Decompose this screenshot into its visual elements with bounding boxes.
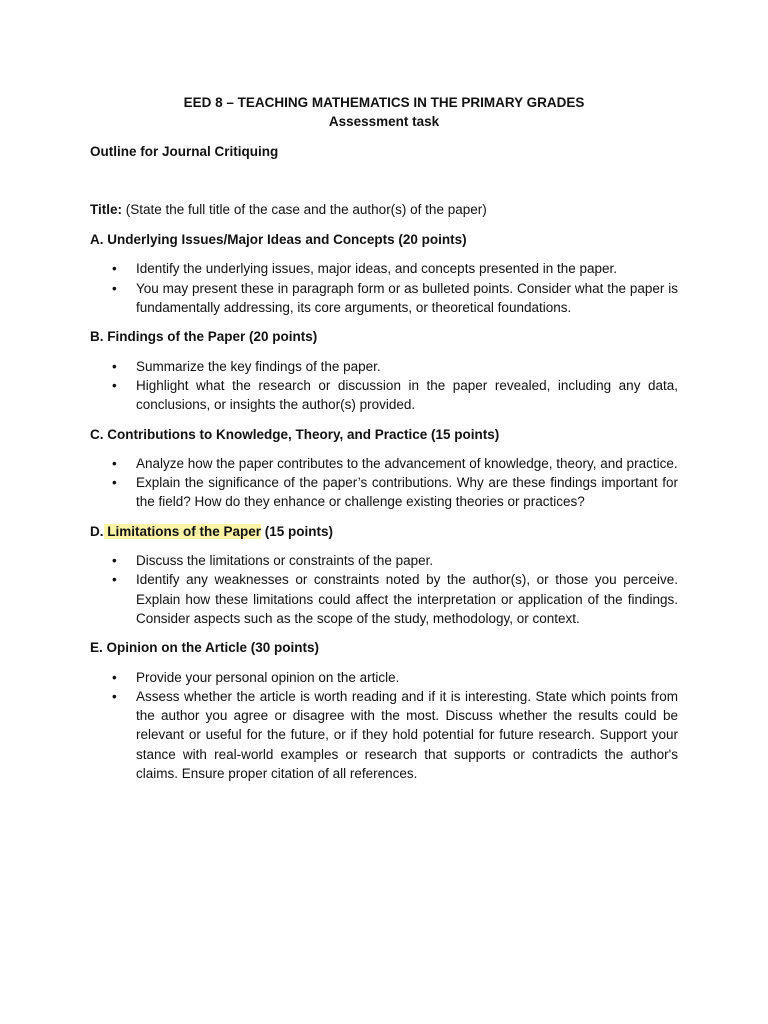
list-item: • You may present these in paragraph form or as bulleted points. Consider what the paper is fundamentally addressing, its core arguments, or theoretical foundations.: [112, 280, 678, 316]
section-a-heading: A. Underlying Issues/Major Ideas and Concepts (20 points): [90, 232, 467, 248]
bullet-icon: •: [112, 475, 117, 491]
section-b-heading: B. Findings of the Paper (20 points): [90, 329, 318, 345]
list-item: • Provide your personal opinion on the article.: [90, 668, 678, 687]
list-item: • Summarize the key findings of the paper.: [90, 357, 678, 376]
bullet-icon: •: [112, 280, 117, 296]
course-title: EED 8 – TEACHING MATHEMATICS IN THE PRIMARY GRADES: [183, 95, 585, 110]
bullet-icon: •: [112, 669, 117, 685]
section-d-prefix: D.: [90, 523, 104, 539]
section-c-bullets: [90, 454, 678, 512]
title-field: [90, 200, 678, 219]
section-e-heading: E. Opinion on the Article (30 points): [90, 640, 320, 656]
outline-title: Outline for Journal Critiquing: [90, 143, 279, 159]
assessment-subtitle: Assessment task: [328, 114, 440, 130]
bullet-icon: •: [112, 553, 117, 569]
list-item: • Highlight what the research or discussion in the paper revealed, including any data, conclusions, or insights the author(s) provided.: [112, 377, 678, 413]
list-item: • Identify the underlying issues, major ideas, and concepts presented in the paper.: [90, 259, 678, 278]
section-d-bullets: [90, 551, 678, 628]
title-instruction: (State the full title of the case and the author(s) of the paper): [122, 201, 487, 217]
bullet-icon: •: [112, 572, 117, 588]
highlighted-text: Limitations of the Paper: [103, 523, 262, 539]
bullet-icon: •: [112, 688, 117, 704]
list-item: • Explain the significance of the paper’s contributions. Why are these findings important for the field? How do they enhance or challenge existing theories or practices?: [112, 475, 678, 510]
section-e-bullets: [90, 668, 678, 784]
title-label: Title:: [90, 201, 123, 217]
document-header: [90, 93, 678, 132]
section-c-heading: C. Contributions to Knowledge, Theory, and Practice (15 points): [90, 426, 500, 442]
bullet-icon: •: [112, 377, 117, 393]
list-item: • Assess whether the article is worth reading and if it is interesting. State which points from the author you agree or disagree with the most. Discuss whether the results could be relevant or useful for the future, or if they hold potential for future research. Support your stance with real-world examples or research that supports or contradicts the author's claims. Ensure proper citation of all references.: [112, 688, 678, 782]
bullet-icon: •: [112, 455, 117, 471]
list-item: • Analyze how the paper contributes to the advancement of knowledge, theory, and practice.: [90, 454, 678, 473]
list-item: • Identify any weaknesses or constraints noted by the author(s), or those you perceive. Explain how these limitations could affect the interpretation or application of the findings. Consider aspects such as the scope of the study, methodology, or context.: [112, 572, 678, 626]
section-d-heading: [90, 522, 678, 541]
section-a-bullets: [90, 259, 678, 317]
list-item: • Discuss the limitations or constraints of the paper.: [90, 551, 678, 570]
section-d-points: (15 points): [261, 523, 334, 539]
bullet-icon: •: [112, 261, 117, 277]
section-b-bullets: [90, 357, 678, 415]
bullet-icon: •: [112, 358, 117, 374]
